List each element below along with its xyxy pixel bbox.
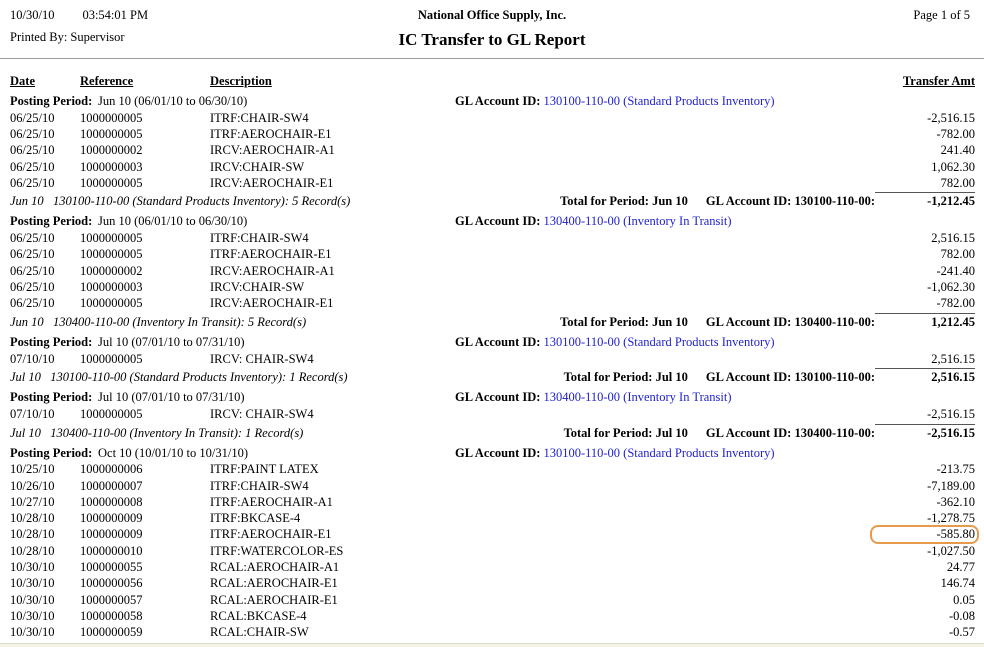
section-record-count: Jul 10 130100-110-00 (Standard Products Inventory): 1 Record(s) (10, 370, 348, 385)
gl-account-link[interactable]: 130400-110-00 (Inventory In Transit) (543, 214, 732, 229)
report-section (0, 445, 984, 641)
report-section (0, 213, 984, 330)
total-gl-account-label: GL Account ID: 130400-110-00: (705, 314, 875, 329)
gl-account-label: GL Account ID: (455, 390, 541, 405)
transaction-reference: 1000000059 (80, 625, 143, 640)
header-divider (0, 58, 984, 59)
transaction-description: RCAL:AEROCHAIR-A1 (210, 559, 340, 574)
total-gl-account-label: GL Account ID: 130400-110-00: (705, 425, 875, 440)
transaction-reference: 1000000002 (80, 263, 143, 278)
transaction-description: RCAL:AEROCHAIR-E1 (210, 576, 338, 591)
transaction-description: ITRF:CHAIR-SW4 (210, 478, 309, 493)
transaction-reference: 1000000009 (80, 511, 143, 526)
posting-period-value: Jun 10 (06/01/10 to 06/30/10) (98, 94, 248, 108)
transfer-amount: 146.74 (940, 576, 975, 591)
transfer-amount: -2,516.15 (927, 406, 975, 421)
transaction-reference: 1000000005 (80, 406, 143, 421)
transaction-description: IRCV: CHAIR-SW4 (210, 406, 314, 421)
transaction-row[interactable] (0, 351, 984, 367)
transaction-description: ITRF:WATERCOLOR-ES (210, 543, 344, 558)
transaction-row[interactable] (0, 527, 984, 543)
posting-period-value: Jul 10 (07/01/10 to 07/31/10) (98, 390, 245, 405)
transaction-date: 10/30/10 (10, 592, 55, 607)
section-record-count: Jun 10 130100-110-00 (Standard Products Inventory): 5 Record(s) (10, 194, 351, 209)
transaction-date: 06/25/10 (10, 296, 55, 311)
report-title: IC Transfer to GL Report (398, 30, 586, 49)
posting-period-row (0, 213, 984, 230)
transaction-date: 10/26/10 (10, 478, 55, 493)
column-header-transfer-amt: Transfer Amt (902, 74, 975, 88)
transfer-amount: -782.00 (936, 126, 975, 141)
transfer-amount: -1,027.50 (927, 543, 975, 558)
total-amount: 1,212.45 (875, 313, 975, 330)
transaction-row[interactable] (0, 279, 984, 295)
transaction-description: IRCV:CHAIR-SW (210, 159, 305, 174)
section-total-row (0, 368, 984, 386)
transaction-date: 10/28/10 (10, 511, 55, 526)
transfer-amount: 2,516.15 (931, 351, 975, 366)
transaction-description: IRCV:AEROCHAIR-A1 (210, 263, 335, 278)
column-header-date: Date (10, 74, 35, 88)
transaction-row[interactable] (0, 175, 984, 191)
posting-period-value: Jun 10 (06/01/10 to 06/30/10) (98, 214, 248, 229)
transaction-description: IRCV: CHAIR-SW4 (210, 351, 314, 366)
transaction-description: ITRF:AEROCHAIR-E1 (210, 527, 332, 542)
total-gl-account-label: GL Account ID: 130100-110-00: (705, 194, 875, 209)
transaction-row[interactable] (0, 159, 984, 175)
transaction-description: ITRF:AEROCHAIR-A1 (210, 494, 333, 509)
transaction-row[interactable] (0, 462, 984, 478)
posting-period-row (0, 93, 984, 110)
transaction-description: RCAL:BKCASE-4 (210, 608, 307, 623)
transfer-amount: -362.10 (936, 494, 975, 509)
transaction-date: 06/25/10 (10, 280, 55, 295)
transfer-amount: -241.40 (936, 263, 975, 278)
transaction-reference: 1000000005 (80, 175, 143, 190)
transaction-date: 06/25/10 (10, 231, 55, 246)
gl-account-link[interactable]: 130100-110-00 (Standard Products Inventory) (543, 445, 775, 460)
section-total-group (560, 192, 975, 209)
transfer-amount: 782.00 (940, 247, 975, 262)
section-record-count: Jul 10 130400-110-00 (Inventory In Transit): 1 Record(s) (10, 425, 304, 440)
total-amount: 2,516.15 (875, 368, 975, 385)
column-header-reference: Reference (80, 74, 134, 88)
transaction-date: 06/25/10 (10, 126, 55, 141)
transfer-amount: -0.57 (948, 625, 975, 640)
gl-account-label: GL Account ID: (455, 94, 541, 108)
transaction-date: 07/10/10 (10, 351, 55, 366)
column-header-description: Description (210, 74, 272, 88)
total-amount: -2,516.15 (875, 424, 975, 441)
posting-period-label: Posting Period: (10, 94, 93, 108)
page-number: Page 1 of 5 (913, 8, 970, 22)
transfer-amount: -0.08 (948, 608, 975, 623)
transaction-row[interactable] (0, 608, 984, 624)
transaction-description: ITRF:CHAIR-SW4 (210, 110, 309, 125)
posting-period-value: Oct 10 (10/01/10 to 10/31/10) (98, 445, 248, 460)
transaction-description: ITRF:AEROCHAIR-E1 (210, 247, 332, 262)
print-time: 03:54:01 PM (82, 8, 149, 22)
posting-period-row (0, 389, 984, 406)
printed-by: Printed By: Supervisor (10, 30, 125, 44)
transaction-row[interactable] (0, 296, 984, 312)
transaction-reference: 1000000008 (80, 494, 143, 509)
section-total-row (0, 313, 984, 331)
transaction-row[interactable] (0, 110, 984, 126)
transaction-reference: 1000000007 (80, 478, 143, 493)
transaction-date: 06/25/10 (10, 175, 55, 190)
transaction-date: 10/27/10 (10, 494, 55, 509)
posting-period-label: Posting Period: (10, 390, 93, 405)
company-name: National Office Supply, Inc. (417, 8, 567, 22)
column-header-row (0, 73, 984, 90)
section-total-group (560, 313, 975, 330)
transaction-description: IRCV:AEROCHAIR-A1 (210, 143, 335, 158)
transaction-date: 07/10/10 (10, 406, 55, 421)
transaction-reference: 1000000056 (80, 576, 143, 591)
transaction-date: 10/30/10 (10, 559, 55, 574)
transaction-reference: 1000000058 (80, 608, 143, 623)
gl-account-link[interactable]: 130100-110-00 (Standard Products Inventory) (543, 334, 775, 349)
transaction-date: 10/25/10 (10, 462, 55, 477)
transaction-reference: 1000000057 (80, 592, 143, 607)
transaction-description: ITRF:AEROCHAIR-E1 (210, 126, 332, 141)
print-date: 10/30/10 (10, 8, 55, 22)
transaction-description: RCAL:AEROCHAIR-E1 (210, 592, 338, 607)
transfer-amount: -2,516.15 (927, 110, 975, 125)
posting-period-label: Posting Period: (10, 445, 93, 460)
transaction-description: IRCV:CHAIR-SW (210, 280, 305, 295)
transfer-amount: 241.40 (940, 143, 975, 158)
transaction-date: 10/30/10 (10, 608, 55, 623)
section-record-count: Jun 10 130400-110-00 (Inventory In Transit): 5 Record(s) (10, 314, 307, 329)
transaction-row[interactable] (0, 263, 984, 279)
total-for-period-label: Total for Period: Jul 10 (563, 425, 688, 440)
transaction-reference: 1000000009 (80, 527, 143, 542)
window-bottom-edge (0, 643, 984, 647)
transaction-reference: 1000000005 (80, 231, 143, 246)
transaction-reference: 1000000002 (80, 143, 143, 158)
gl-account-label: GL Account ID: (455, 445, 541, 460)
section-total-group (564, 424, 975, 441)
transaction-date: 10/30/10 (10, 576, 55, 591)
posting-period-label: Posting Period: (10, 334, 93, 349)
transaction-reference: 1000000005 (80, 296, 143, 311)
transfer-amount: -7,189.00 (927, 478, 975, 493)
transfer-amount: 1,062.30 (931, 159, 975, 174)
gl-account-link[interactable]: 130100-110-00 (Standard Products Inventory) (543, 94, 775, 108)
transaction-description: IRCV:AEROCHAIR-E1 (210, 175, 334, 190)
gl-account-label: GL Account ID: (455, 334, 541, 349)
transfer-amount: -1,062.30 (927, 280, 975, 295)
transaction-row[interactable] (0, 247, 984, 263)
transfer-amount: 0.05 (953, 592, 975, 607)
transfer-amount: -1,278.75 (927, 511, 975, 526)
transaction-row[interactable] (0, 230, 984, 246)
transfer-amount: -213.75 (936, 462, 975, 477)
transaction-row[interactable] (0, 510, 984, 526)
transaction-row[interactable] (0, 478, 984, 494)
transfer-amount: 782.00 (940, 175, 975, 190)
section-total-row (0, 192, 984, 210)
report-section (0, 334, 984, 386)
transaction-row[interactable] (0, 143, 984, 159)
transaction-date: 06/25/10 (10, 143, 55, 158)
transaction-description: IRCV:AEROCHAIR-E1 (210, 296, 334, 311)
transaction-date: 10/28/10 (10, 543, 55, 558)
transaction-description: ITRF:CHAIR-SW4 (210, 231, 309, 246)
transaction-reference: 1000000003 (80, 280, 143, 295)
transaction-date: 06/25/10 (10, 263, 55, 278)
highlighted-transfer-amount[interactable]: -585.80 (870, 527, 975, 542)
transaction-reference: 1000000005 (80, 351, 143, 366)
gl-account-link[interactable]: 130400-110-00 (Inventory In Transit) (543, 390, 732, 405)
total-gl-account-label: GL Account ID: 130100-110-00: (705, 370, 875, 385)
transfer-amount: 2,516.15 (931, 231, 975, 246)
report-section (0, 389, 984, 441)
section-total-row (0, 424, 984, 442)
report-section (0, 93, 984, 210)
total-for-period-label: Total for Period: Jul 10 (563, 370, 688, 385)
transaction-date: 10/30/10 (10, 625, 55, 640)
transaction-row[interactable] (0, 559, 984, 575)
transaction-row[interactable] (0, 625, 984, 641)
transaction-date: 06/25/10 (10, 247, 55, 262)
posting-period-row (0, 334, 984, 351)
transaction-row[interactable] (0, 406, 984, 422)
posting-period-value: Jul 10 (07/01/10 to 07/31/10) (98, 334, 245, 349)
transaction-description: ITRF:BKCASE-4 (210, 511, 301, 526)
transaction-row[interactable] (0, 126, 984, 142)
transaction-reference: 1000000005 (80, 247, 143, 262)
report-header (0, 0, 984, 52)
transaction-description: RCAL:CHAIR-SW (210, 625, 309, 640)
transaction-date: 06/25/10 (10, 110, 55, 125)
total-for-period-label: Total for Period: Jun 10 (560, 314, 688, 329)
transaction-date: 06/25/10 (10, 159, 55, 174)
transfer-amount: -782.00 (936, 296, 975, 311)
transaction-row[interactable] (0, 592, 984, 608)
report-body (0, 93, 984, 641)
transaction-description: ITRF:PAINT LATEX (210, 462, 319, 477)
transaction-date: 10/28/10 (10, 527, 55, 542)
gl-account-label: GL Account ID: (455, 214, 541, 229)
transaction-reference: 1000000055 (80, 559, 143, 574)
section-total-group (564, 368, 975, 385)
transaction-row[interactable] (0, 494, 984, 510)
transaction-row[interactable] (0, 576, 984, 592)
transaction-reference: 1000000010 (80, 543, 143, 558)
transaction-reference: 1000000005 (80, 110, 143, 125)
transaction-reference: 1000000005 (80, 126, 143, 141)
transaction-row[interactable] (0, 543, 984, 559)
posting-period-label: Posting Period: (10, 214, 93, 229)
transfer-amount: 24.77 (946, 559, 975, 574)
total-for-period-label: Total for Period: Jun 10 (560, 194, 688, 209)
total-amount: -1,212.45 (875, 192, 975, 209)
transaction-reference: 1000000006 (80, 462, 143, 477)
posting-period-row (0, 445, 984, 462)
transaction-reference: 1000000003 (80, 159, 143, 174)
